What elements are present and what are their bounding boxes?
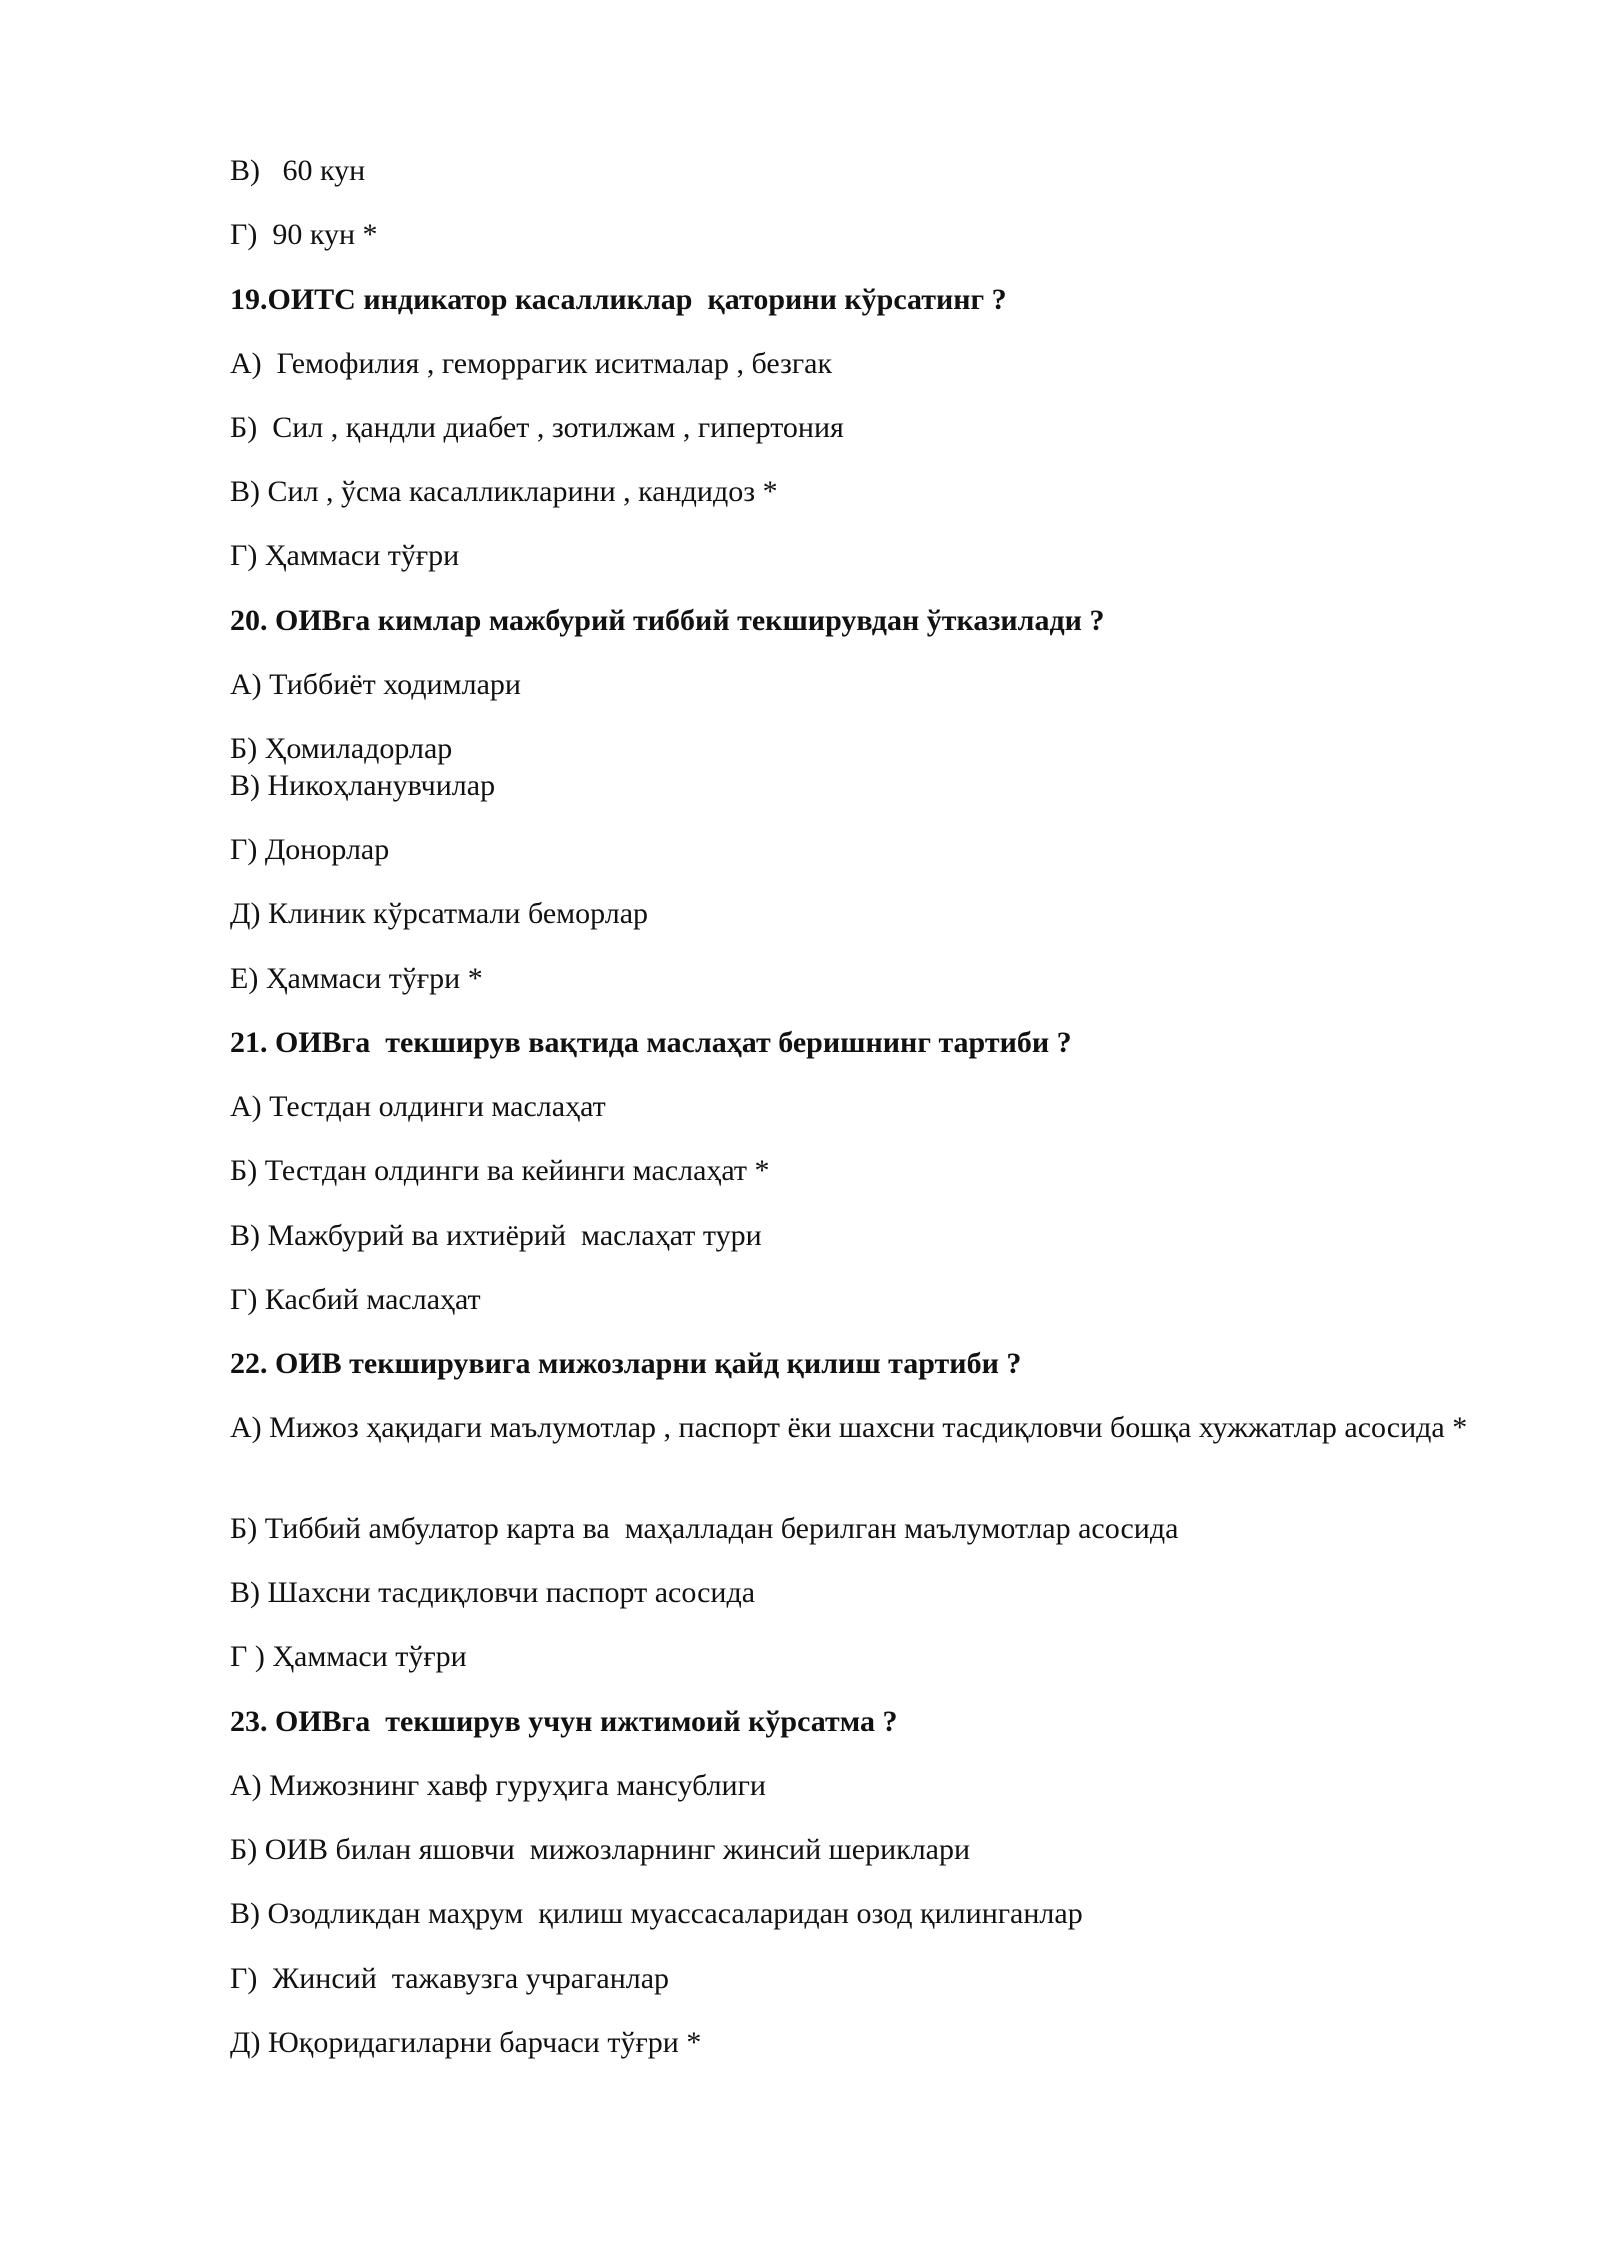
answer-option: В) Мажбурий ва ихтиёрий маслаҳат тури bbox=[230, 1219, 762, 1252]
question-23: 23. ОИВга текширув учун ижтимоий кўрсатма ? bbox=[230, 1705, 898, 1738]
answer-option: Г) 90 кун * bbox=[230, 218, 378, 251]
question-22: 22. ОИВ текширувига мижозларни қайд қилиш тартиби ? bbox=[230, 1347, 1022, 1380]
answer-option: В) Озодликдан маҳрум қилиш муассасаларидан озод қилинганлар bbox=[230, 1897, 1083, 1930]
answer-option: В) Шахсни тасдиқловчи паспорт асосида bbox=[230, 1576, 756, 1609]
question-20: 20. ОИВга кимлар мажбурий тиббий текширувдан ўтказилади ? bbox=[230, 604, 1105, 637]
answer-option: Д) Юқоридагиларни барчаси тўғри * bbox=[230, 2026, 702, 2059]
answer-option: Г) Жинсий тажавузга учраганлар bbox=[230, 1962, 670, 1995]
answer-option: А) Тиббиёт ходимлари bbox=[230, 668, 521, 701]
answer-option: Г) Донорлар bbox=[230, 833, 390, 866]
answer-option: Б) Сил , қандли диабет , зотилжам , гипертония bbox=[230, 411, 844, 444]
answer-option: А) Мижоз ҳақидаги маълумотлар , паспорт ёки шахсни тасдиқловчи бошқа хужжатлар асосида * bbox=[230, 1411, 1468, 1444]
answer-option: В) Сил , ўсма касалликларини , кандидоз * bbox=[230, 475, 778, 508]
answer-option: Г ) Ҳаммаси тўғри bbox=[230, 1640, 467, 1673]
answer-option: Е) Ҳаммаси тўғри * bbox=[230, 962, 483, 995]
answer-option: Д) Клиник кўрсатмали беморлар bbox=[230, 897, 649, 930]
answer-option: Г) Касбий маслаҳат bbox=[230, 1283, 481, 1316]
answer-option: Б) Тиббий амбулатор карта ва маҳалладан берилган маълумотлар асосида bbox=[230, 1512, 1179, 1545]
answer-option: А) Мижознинг хавф гуруҳига мансублиги bbox=[230, 1769, 766, 1802]
answer-option: А) Тестдан олдинги маслаҳат bbox=[230, 1090, 606, 1123]
answer-option: Б) Тестдан олдинги ва кейинги маслаҳат * bbox=[230, 1154, 770, 1187]
answer-option: В) Никоҳланувчилар bbox=[230, 769, 496, 802]
answer-option: Б) ОИВ билан яшовчи мижозларнинг жинсий шериклари bbox=[230, 1833, 971, 1866]
answer-option: Г) Ҳаммаси тўғри bbox=[230, 539, 460, 572]
question-21: 21. ОИВга текширув вақтида маслаҳат беришнинг тартиби ? bbox=[230, 1026, 1072, 1059]
answer-option: Б) Ҳомиладорлар bbox=[230, 732, 453, 765]
question-19: 19.ОИТС индикатор касалликлар қаторини кўрсатинг ? bbox=[230, 283, 1007, 316]
answer-option: В) 60 кун bbox=[230, 154, 366, 187]
answer-option: А) Гемофилия , геморрагик иситмалар , безгак bbox=[230, 347, 833, 380]
